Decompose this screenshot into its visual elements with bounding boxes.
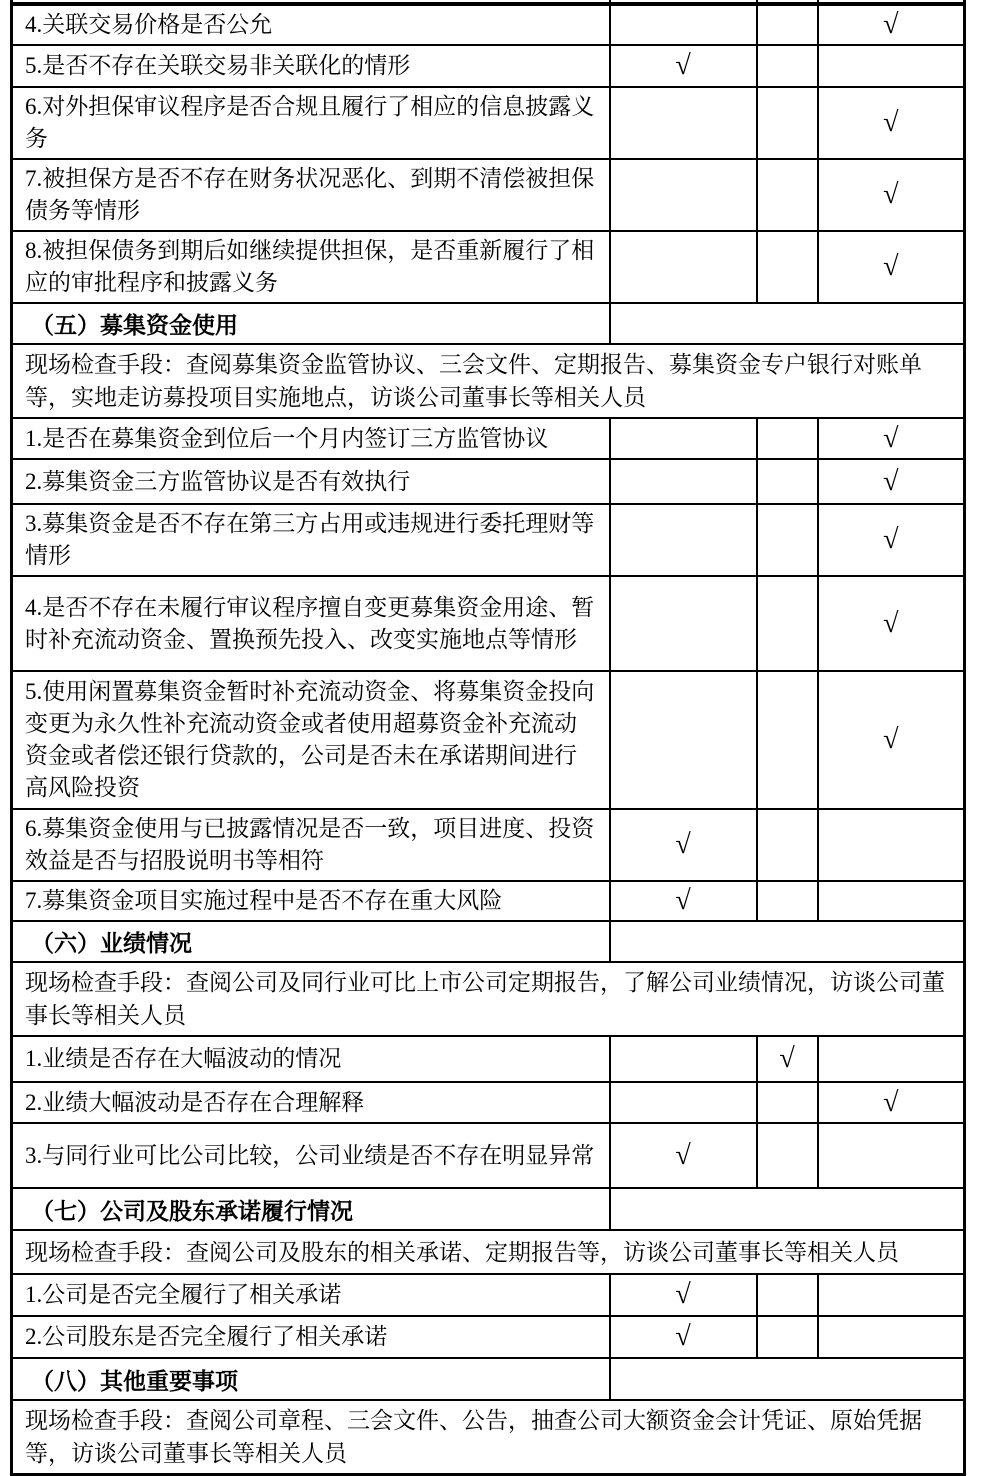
question-cell: 3.募集资金是否不存在第三方占用或违规进行委托理财等情形: [12, 504, 610, 576]
question-cell: 7.被担保方是否不存在财务状况恶化、到期不清偿被担保债务等情形: [12, 159, 610, 231]
check-cell-empty: [610, 418, 757, 459]
check-cell-empty: [818, 881, 965, 921]
section-header-empty-cell: [610, 1188, 965, 1230]
checkmark: √: [610, 809, 757, 881]
check-cell-empty: [757, 1123, 818, 1188]
question-cell: 4.是否不存在未履行审议程序擅自变更募集资金用途、暂时补充流动资金、置换预先投入、改变实施地点等情形: [12, 576, 610, 671]
question-cell: 6.对外担保审议程序是否合规且履行了相应的信息披露义务: [12, 87, 610, 159]
checklist-item-row: [12, 671, 965, 809]
section-header-cell: （六）业绩情况: [12, 921, 610, 962]
check-cell-empty: [610, 504, 757, 576]
question-cell: 5.是否不存在关联交易非关联化的情形: [12, 45, 610, 87]
section-header-row: [12, 921, 965, 962]
question-cell: 1.是否在募集资金到位后一个月内签订三方监管协议: [12, 418, 610, 459]
checkmark: √: [818, 1082, 965, 1123]
check-cell-empty: [757, 4, 818, 45]
check-cell-empty: [818, 1274, 965, 1316]
section-header-cell: （七）公司及股东承诺履行情况: [12, 1188, 610, 1230]
check-cell-empty: [757, 231, 818, 303]
checkmark: √: [610, 1123, 757, 1188]
checkmark: √: [818, 4, 965, 45]
check-cell-empty: [610, 459, 757, 504]
check-cell-empty: [610, 4, 757, 45]
check-cell-empty: [610, 87, 757, 159]
question-cell: 5.使用闲置募集资金暂时补充流动资金、将募集资金投向变更为永久性补充流动资金或者使用超募资金补充流动资金或者偿还银行贷款的，公司是否未在承诺期间进行高风险投资: [12, 671, 610, 809]
check-cell-empty: [818, 809, 965, 881]
inspection-method-row: [12, 1230, 965, 1274]
question-cell: 3.与同行业可比公司比较，公司业绩是否不存在明显异常: [12, 1123, 610, 1188]
check-cell-empty: [757, 1316, 818, 1358]
inspection-method-cell: 现场检查手段：查阅公司及同行业可比上市公司定期报告，了解公司业绩情况，访谈公司董事长等相关人员: [12, 962, 965, 1036]
checklist-item-row: [12, 1274, 965, 1316]
check-cell-empty: [757, 87, 818, 159]
check-cell-empty: [757, 1274, 818, 1316]
question-cell: 2.募集资金三方监管协议是否有效执行: [12, 459, 610, 504]
inspection-method-row: [12, 344, 965, 418]
checkmark: √: [818, 459, 965, 504]
checkmark: √: [818, 87, 965, 159]
check-cell-empty: [757, 418, 818, 459]
checkmark: √: [818, 418, 965, 459]
check-cell-empty: [610, 671, 757, 809]
check-cell-empty: [757, 809, 818, 881]
inspection-method-row: [12, 1400, 965, 1475]
inspection-checklist-table: [10, 0, 966, 1476]
checkmark: √: [818, 159, 965, 231]
checkmark: √: [818, 576, 965, 671]
question-cell: 1.公司是否完全履行了相关承诺: [12, 1274, 610, 1316]
check-cell-empty: [818, 45, 965, 87]
question-cell: 4.关联交易价格是否公允: [12, 4, 610, 45]
checklist-item-row: [12, 418, 965, 459]
checklist-item-row: [12, 1082, 965, 1123]
check-cell-empty: [818, 1036, 965, 1082]
check-cell-empty: [757, 671, 818, 809]
check-cell-empty: [757, 459, 818, 504]
checklist-item-row: [12, 1036, 965, 1082]
checklist-item-row: [12, 1316, 965, 1358]
checklist-item-row: [12, 4, 965, 45]
checklist-item-row: [12, 809, 965, 881]
question-cell: 2.业绩大幅波动是否存在合理解释: [12, 1082, 610, 1123]
checklist-item-row: [12, 1123, 965, 1188]
check-cell-empty: [757, 159, 818, 231]
check-cell-empty: [757, 576, 818, 671]
checklist-item-row: [12, 45, 965, 87]
checklist-item-row: [12, 459, 965, 504]
question-cell: 7.募集资金项目实施过程中是否不存在重大风险: [12, 881, 610, 921]
check-cell-empty: [610, 1082, 757, 1123]
check-cell-empty: [610, 576, 757, 671]
section-header-cell: （五）募集资金使用: [12, 303, 610, 344]
section-header-empty-cell: [610, 921, 965, 962]
section-header-empty-cell: [610, 303, 965, 344]
section-header-row: [12, 303, 965, 344]
section-header-cell: （八）其他重要事项: [12, 1358, 610, 1400]
checkmark: √: [610, 881, 757, 921]
check-cell-empty: [818, 1316, 965, 1358]
section-header-row: [12, 1358, 965, 1400]
section-header-empty-cell: [610, 1358, 965, 1400]
inspection-method-cell: 现场检查手段：查阅公司及股东的相关承诺、定期报告等，访谈公司董事长等相关人员: [12, 1230, 965, 1274]
checkmark: √: [610, 45, 757, 87]
check-cell-empty: [757, 881, 818, 921]
inspection-method-row: [12, 962, 965, 1036]
question-cell: 1.业绩是否存在大幅波动的情况: [12, 1036, 610, 1082]
inspection-method-cell: 现场检查手段：查阅公司章程、三会文件、公告，抽查公司大额资金会计凭证、原始凭据等，访谈公司董事长等相关人员: [12, 1400, 965, 1475]
checklist-table-body: [12, 0, 965, 1475]
checkmark: √: [757, 1036, 818, 1082]
checkmark: √: [818, 231, 965, 303]
question-cell: 6.募集资金使用与已披露情况是否一致，项目进度、投资效益是否与招股说明书等相符: [12, 809, 610, 881]
check-cell-empty: [757, 45, 818, 87]
checkmark: √: [610, 1316, 757, 1358]
question-cell: 8.被担保债务到期后如继续提供担保，是否重新履行了相应的审批程序和披露义务: [12, 231, 610, 303]
check-cell-empty: [610, 1036, 757, 1082]
check-cell-empty: [610, 159, 757, 231]
checklist-item-row: [12, 881, 965, 921]
checkmark: √: [610, 1274, 757, 1316]
checkmark: √: [818, 671, 965, 809]
checklist-item-row: [12, 87, 965, 159]
inspection-method-cell: 现场检查手段：查阅募集资金监管协议、三会文件、定期报告、募集资金专户银行对账单等，实地走访募投项目实施地点，访谈公司董事长等相关人员: [12, 344, 965, 418]
question-cell: 2.公司股东是否完全履行了相关承诺: [12, 1316, 610, 1358]
check-cell-empty: [757, 1082, 818, 1123]
checklist-item-row: [12, 231, 965, 303]
checkmark: √: [818, 504, 965, 576]
section-header-row: [12, 1188, 965, 1230]
checklist-item-row: [12, 576, 965, 671]
checklist-item-row: [12, 159, 965, 231]
checklist-item-row: [12, 504, 965, 576]
check-cell-empty: [757, 504, 818, 576]
check-cell-empty: [610, 231, 757, 303]
check-cell-empty: [818, 1123, 965, 1188]
